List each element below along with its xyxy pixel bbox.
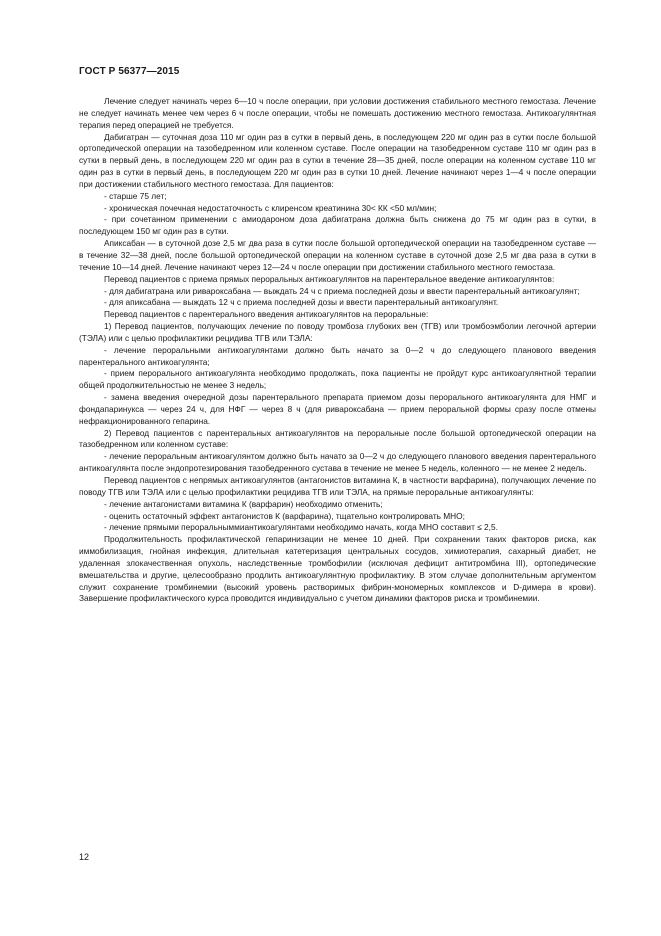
list-item: - лечение прямыми пероральныммиантикоагулянтами необходимо начать, когда МНО составит ≤ 2,5. (104, 522, 498, 533)
document-header: ГОСТ Р 56377—2015 (79, 66, 180, 77)
paragraph-10: Перевод пациентов с парентерального введения антикоагулянтов на пероральные: (104, 309, 429, 320)
list-item: - для дабигатрана или ривароксабана — выждать 24 ч с приема последней дозы и ввести парентеральный антикоагулянт; (104, 285, 580, 296)
list-item: - замена введения очередной дозы парентерального препарата приемом дозы перорального антикоагулянта для НМГ и фондапаринукса — через 24 ч, для НФГ — через 8 ч (для ривароксабана — прием пероральной формы сразу после отмены нефракционированного гепарина. (79, 392, 596, 426)
list-item: - лечение антагонистами витамина К (варфарин) необходимо отменить; (104, 498, 383, 509)
list-item: - старше 75 лет; (104, 190, 167, 201)
paragraph-15: 2) Перевод пациентов с парентеральных антикоагулянтов на пероральные после большой ортопедической операции на тазобедренном или коленном суставе: (79, 427, 596, 450)
paragraph-6: Апиксабан — в суточной дозе 2,5 мг два раза в сутки после большой ортопедической операции на тазобедренном суставе — в течение 32—38 дней, после большой ортопедической операции на коленном суставе в суточной дозе 2,5 мг два раза в сутки в течение 10—14 дней. Лечение начинают через 12—24 ч после операции при достижении стабильного местного гемостаза. (79, 238, 596, 272)
list-item: - при сочетанном применении с амиодароном доза дабигатрана должна быть снижена до 75 мг один раз в сутки, в последующем 150 мг один раз в сутки. (79, 214, 596, 237)
list-item: - прием перорального антикоагулянта необходимо продолжать, пока пациенты не пройдут курс антикоагулянтной терапии общей продолжительностью не менее 3 недель; (79, 368, 596, 391)
page-number: 12 (79, 852, 90, 862)
list-item: - лечение пероральным антикоагулянтом должно быть начато за 0—2 ч до следующего планового введения парентерального антикоагулянта после эндопротезирования тазобедренного сустава в течение не менее 5 недель, коленного — не менее 2 недель. (79, 451, 596, 474)
page-body (79, 96, 596, 605)
list-item: - оценить остаточный эффект антагонистов К (варфарина), тщательно контролировать МНО; (104, 510, 465, 521)
paragraph-2: Дабигатран — суточная доза 110 мг один раз в сутки в первый день, в последующем 220 мг один раз в сутки после большой ортопедической операции на тазобедренном или коленном суставе. После операции на тазобедренном суставе 110 мг один раз в сутки в первый день, в последующем 220 мг один раз в сутки в течение 28—35 дней, после операции на коленном суставе 110 мг один раз в сутки в первый день, в последующем 220 мг один раз в сутки 10 дней. Лечение начинают через 1—4 ч после операции при достижении стабильного местного гемостаза. Для пациентов: (79, 131, 596, 189)
paragraph-1: Лечение следует начинать через 6—10 ч после операции, при условии достижения стабильного местного гемостаза. Лечение не следует начинать менее чем через 6 ч после операции, чтобы не помешать достижению местного гемостаза. Антикоагулянтная терапия перед операцией не требуется. (79, 96, 596, 130)
paragraph-21: Продолжительность профилактической гепаринизации не менее 10 дней. При сохранении таких факторов риска, как иммобилизация, гнойная инфекция, длительная катетеризация центральных сосудов, химиотерапия, сахарный диабет, не удаленная злокачественная опухоль, наследственные тромбофилии (исключая дефицит антитромбина III), ортопедические вмешательства и другие, целесообразно продлить антикоагулянтную профилактику. В этом случае дополнительным аргументом служит сохранение тромбинемии (высокий уровень растворимых фибрин-мономерных комплексов и D-димера в крови). Завершение профилактического курса проводится индивидуально с учетом динамики факторов риска и тромбинемии. (79, 534, 596, 604)
paragraph-17: Перевод пациентов с непрямых антикоагулянтов (антагонистов витамина К, в частности варфарина), получающих лечение по поводу ТГВ или ТЭЛА или с целью профилактики рецидива ТГВ или ТЭЛА, на прямые пероральные антикоагулянты: (79, 475, 596, 497)
paragraph-11: 1) Перевод пациентов, получающих лечение по поводу тромбоза глубоких вен (ТГВ) или тромбоэмболии легочной артерии (ТЭЛА) или с целью профилактики рецидива ТГВ или ТЭЛА: (79, 321, 596, 343)
list-item: - лечение пероральными антикоагулянтами должно быть начато за 0—2 ч до следующего планового введения парентерального антикоагулянта; (79, 344, 596, 367)
paragraph-7: Перевод пациентов с приема прямых пероральных антикоагулянтов на парентеральное введение антикоагулянтов: (104, 273, 555, 284)
list-item: - для апиксабана — выждать 12 ч с приема последней дозы и ввести парентеральный антикоагулянт. (104, 297, 499, 308)
list-item: - хроническая почечная недостаточность с клиренсом креатинина 30< КК <50 мл/мин; (104, 202, 437, 213)
